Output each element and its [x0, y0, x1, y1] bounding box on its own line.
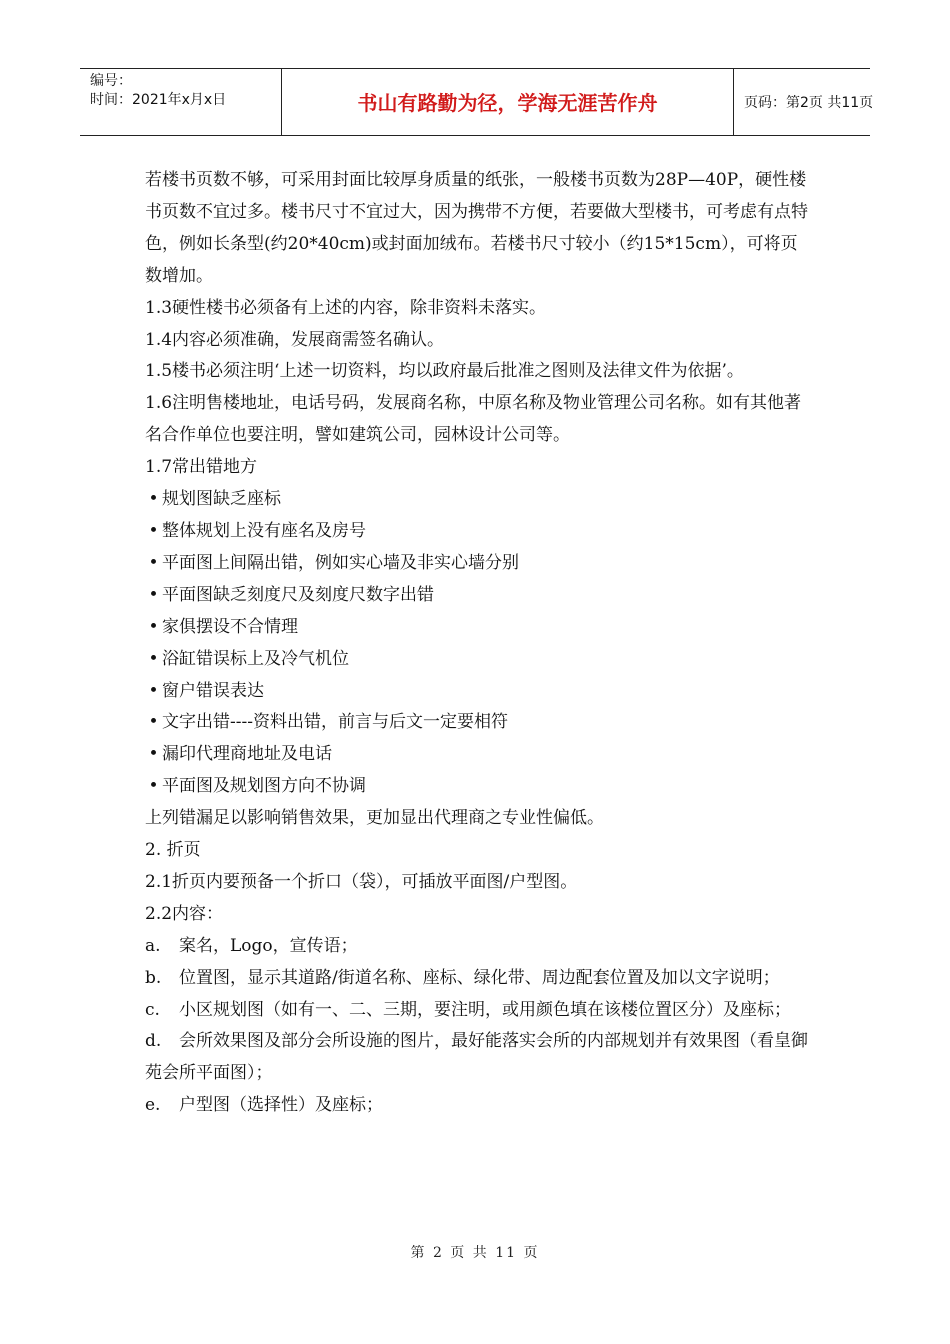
- paragraph: 2.2内容：: [145, 903, 224, 924]
- bullet-item: • 平面图及规划图方向不协调: [145, 771, 810, 803]
- alpha-item-text: 位置图，显示其道路/街道名称、座标、绿化带、周边配套位置及加以文字说明；: [179, 967, 780, 988]
- alpha-item-label: c.: [145, 999, 160, 1020]
- alpha-item-label: d.: [145, 1031, 162, 1052]
- paragraph: 1.5楼书必须注明‘上述一切资料，均以政府最后批准之图则及法律文件为依据’。: [145, 361, 744, 382]
- paragraph: 1.7常出错地方: [145, 457, 258, 478]
- paragraph: 2.1折页内要预备一个折口（袋），可插放平面图/户型图。: [145, 871, 578, 892]
- header-meta: [80, 69, 282, 135]
- bullet-item: • 整体规划上没有座名及房号: [145, 516, 810, 548]
- paragraph: 1.3硬性楼书必须备有上述的内容，除非资料未落实。: [145, 297, 547, 318]
- number-label: 编号：: [90, 73, 132, 89]
- alpha-item-text: 案名，Logo，宣传语；: [179, 935, 358, 956]
- alpha-item: [145, 963, 810, 995]
- section-heading: 2. 折页: [145, 840, 201, 861]
- bullet-item: • 平面图缺乏刻度尺及刻度尺数字出错: [145, 580, 810, 612]
- header-motto: 书山有路勤为径，学海无涯苦作舟: [282, 69, 734, 135]
- alpha-item-label: e.: [145, 1095, 161, 1116]
- bullet-item: • 平面图上间隔出错，例如实心墙及非实心墙分别: [145, 548, 810, 580]
- bullet-item: • 家俱摆设不合情理: [145, 612, 810, 644]
- alpha-item-text: 户型图（选择性）及座标；: [179, 1095, 383, 1116]
- paragraph: 上列错漏足以影响销售效果，更加显出代理商之专业性偏低。: [145, 808, 604, 829]
- alpha-item-label: b.: [145, 967, 162, 988]
- header-page-info: 页码：第2页 共11页: [744, 95, 874, 111]
- paragraph: 若楼书页数不够，可采用封面比较厚身质量的纸张，一般楼书页数为28P—40P，硬性楼书页数不宜过多。楼书尺寸不宜过大，因为携带不方便，若要做大型楼书，可考虑有点特色，例如长条型(约20*40cm)或封面加绒布。若楼书尺寸较小（约15*15cm），可将页数增加。: [145, 170, 808, 286]
- alpha-item-label: a.: [145, 935, 161, 956]
- bullet-item: • 规划图缺乏座标: [145, 484, 810, 516]
- alpha-item: [145, 931, 810, 963]
- alpha-item: [145, 995, 810, 1027]
- bullet-item: • 浴缸错误标上及冷气机位: [145, 644, 810, 676]
- bullet-item: • 文字出错----资料出错，前言与后文一定要相符: [145, 707, 810, 739]
- page-footer: 第 2 页 共 11 页: [410, 1245, 540, 1261]
- paragraph: 1.4内容必须准确，发展商需签名确认。: [145, 329, 445, 350]
- page-header: [80, 68, 874, 136]
- alpha-item-text: 会所效果图及部分会所设施的图片，最好能落实会所的内部规划并有效果图（看皇御苑会所平面图）；: [145, 1031, 808, 1084]
- time-label: 时间：2021年x月x日: [90, 92, 227, 108]
- alpha-item: [145, 1026, 810, 1090]
- alpha-item-text: 小区规划图（如有一、二、三期，要注明，或用颜色填在该楼位置区分）及座标；: [179, 999, 791, 1020]
- document-body: [145, 165, 810, 1122]
- paragraph: 1.6注明售楼地址，电话号码，发展商名称，中原名称及物业管理公司名称。如有其他著名合作单位也要注明，譬如建筑公司，园林设计公司等。: [145, 393, 802, 446]
- bullet-item: • 窗户错误表达: [145, 676, 810, 708]
- alpha-item: [145, 1090, 810, 1122]
- bullet-item: • 漏印代理商地址及电话: [145, 739, 810, 771]
